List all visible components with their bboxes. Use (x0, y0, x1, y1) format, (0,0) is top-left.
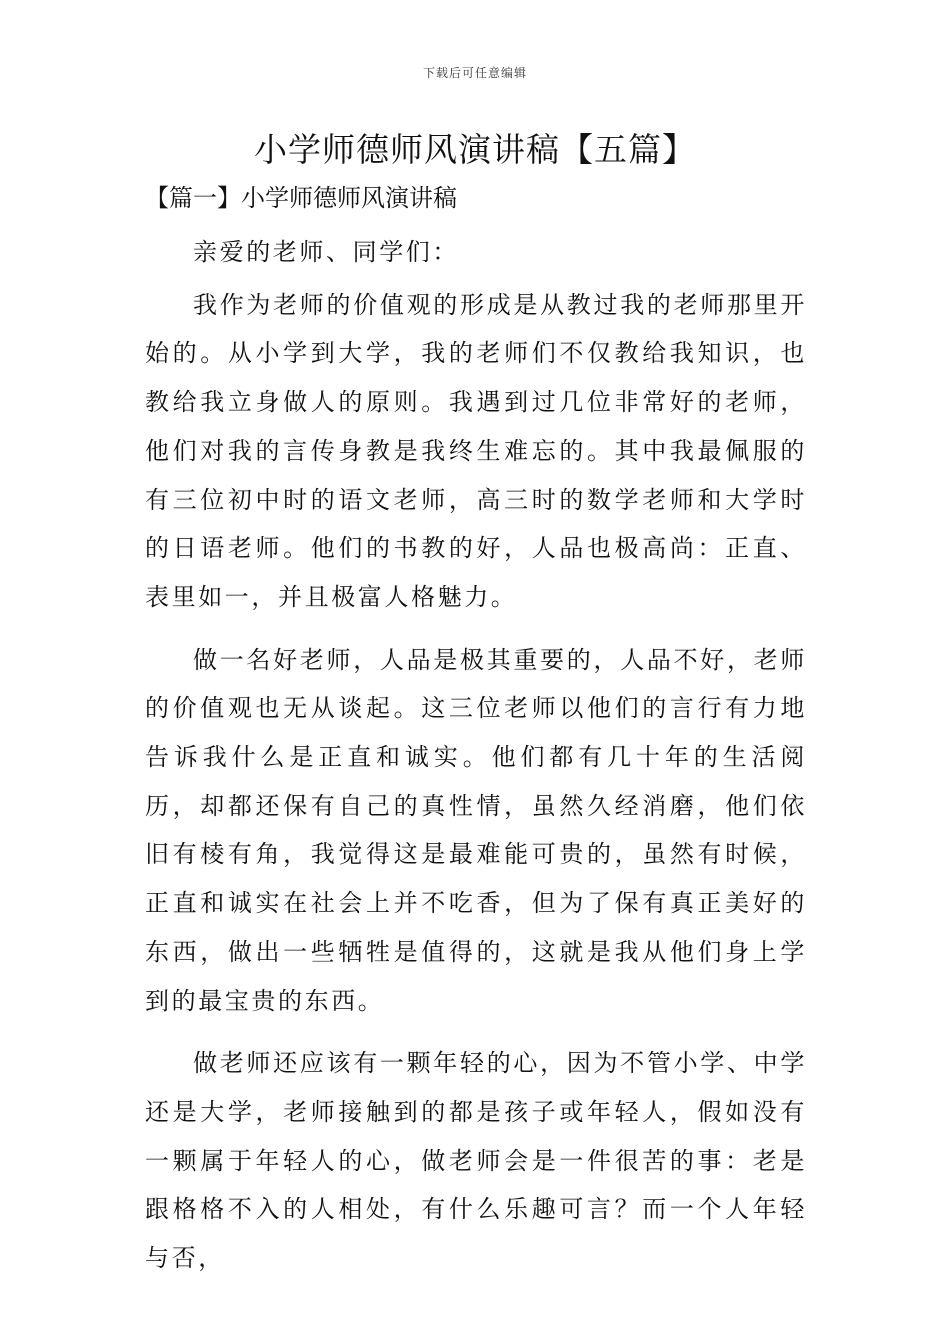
section-heading: 【篇一】小学师德师风演讲稿 (145, 184, 457, 212)
header-note: 下载后可任意编辑 (422, 66, 527, 80)
document-title: 小学师德师风演讲稿【五篇】 (254, 130, 696, 169)
paragraph-3: 做老师还应该有一颗年轻的心，因为不管小学、中学还是大学，老师接触到的都是孩子或年轻人，假如没有一颗属于年轻人的心，做老师会是一件很苦的事：老是跟格格不入的人相处，有什么乐趣可言？而一个人年轻与否， (145, 1049, 807, 1273)
salutation: 亲爱的老师、同学们： (193, 238, 459, 266)
paragraph-2: 做一名好老师，人品是极其重要的，人品不好，老师的价值观也无从谈起。这三位老师以他们的言行有力地告诉我什么是正直和诚实。他们都有几十年的生活阅历，却都还保有自己的真性情，虽然久经消磨，他们依旧有棱有角，我觉得这是最难能可贵的，虽然有时候，正直和诚实在社会上并不吃香，但为了保有真正美好的东西，做出一些牺牲是值得的，这就是我从他们身上学到的最宝贵的东西。 (145, 645, 807, 1015)
paragraph-1: 我作为老师的价值观的形成是从教过我的老师那里开始的。从小学到大学，我的老师们不仅教给我知识，也教给我立身做人的原则。我遇到过几位非常好的老师，他们对我的言传身教是我终生难忘的。其中我最佩服的有三位初中时的语文老师，高三时的数学老师和大学时的日语老师。他们的书教的好，人品也极高尚：正直、表里如一，并且极富人格魅力。 (145, 290, 807, 611)
document-body (145, 228, 807, 1283)
